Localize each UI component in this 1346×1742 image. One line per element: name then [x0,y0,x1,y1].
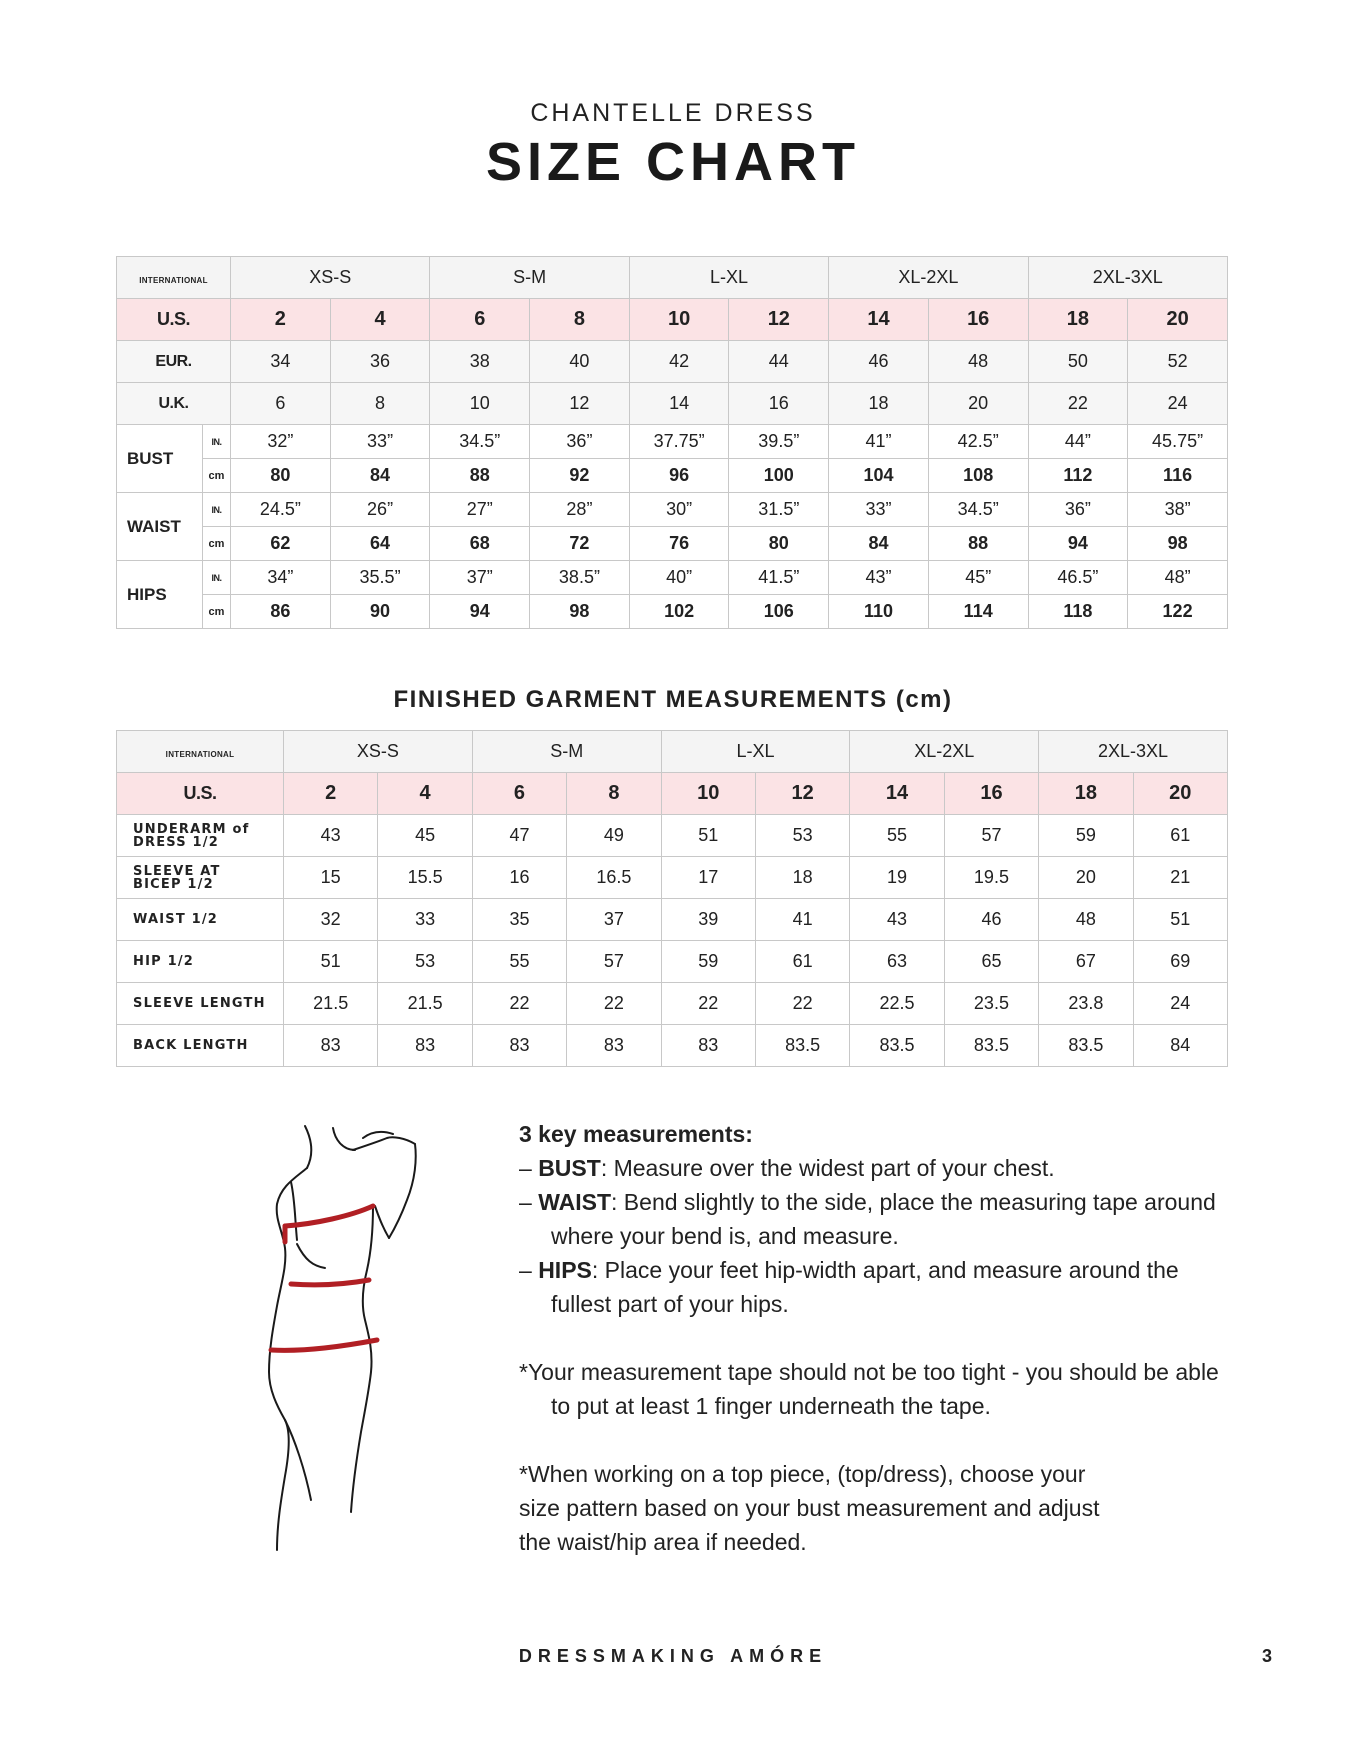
cm-value-cell: 62 [231,527,331,561]
garment-value-cell: 46 [944,899,1038,941]
garment-value-cell: 45 [378,815,472,857]
cm-value-cell: 84 [829,527,929,561]
eur-size-cell: 48 [928,341,1028,383]
us-size-cell: 6 [430,299,530,341]
uk-size-cell: 18 [829,383,929,425]
garment-value-cell: 22.5 [850,983,944,1025]
cm-value-cell: 114 [928,595,1028,629]
cm-value-cell: 84 [330,459,430,493]
unit-in-label: IN. [203,561,231,595]
instruction-bust: – BUST: Measure over the widest part of your chest. [519,1155,1055,1181]
inch-value-cell: 32” [231,425,331,459]
garment-row-label [117,1025,284,1067]
inch-value-cell: 41.5” [729,561,829,595]
garment-value-cell: 53 [755,815,849,857]
garment-intl-size-cell: 2XL-3XL [1039,731,1228,773]
cm-value-cell: 94 [1028,527,1128,561]
garment-us-size-cell: 18 [1039,773,1133,815]
measure-row-in [117,561,1228,595]
garment-row [117,899,1228,941]
garment-value-cell: 67 [1039,941,1133,983]
measure-label: BUST [117,425,203,493]
garment-row-label [117,941,284,983]
inch-value-cell: 38” [1128,493,1228,527]
garment-value-cell: 22 [755,983,849,1025]
garment-value-cell: 61 [755,941,849,983]
inch-value-cell: 48” [1128,561,1228,595]
us-size-row [117,299,1228,341]
intl-label: INTERNATIONAL [139,276,208,285]
cm-value-cell: 94 [430,595,530,629]
garment-us-row [117,773,1228,815]
inch-value-cell: 41” [829,425,929,459]
garment-value-cell: 61 [1133,815,1227,857]
waist-measure-line [291,1280,369,1285]
garment-row [117,983,1228,1025]
inch-value-cell: 40” [629,561,729,595]
garment-value-cell: 37 [567,899,661,941]
inch-value-cell: 43” [829,561,929,595]
garment-value-cell: 23.5 [944,983,1038,1025]
uk-size-cell: 12 [530,383,630,425]
inch-value-cell: 42.5” [928,425,1028,459]
garment-intl-size-cell: XL-2XL [850,731,1039,773]
measure-label: WAIST [117,493,203,561]
cm-value-cell: 122 [1128,595,1228,629]
garment-value-cell: 83.5 [850,1025,944,1067]
inch-value-cell: 37.75” [629,425,729,459]
garment-label-line1: SLEEVE AT [133,863,221,879]
garment-row-label [117,815,284,857]
garment-value-cell: 22 [472,983,566,1025]
garment-value-cell: 65 [944,941,1038,983]
measure-row-in [117,493,1228,527]
inch-value-cell: 24.5” [231,493,331,527]
garment-value-cell: 49 [567,815,661,857]
us-size-cell: 8 [530,299,630,341]
us-size-cell: 20 [1128,299,1228,341]
cm-value-cell: 108 [928,459,1028,493]
garment-value-cell: 84 [1133,1025,1227,1067]
inch-value-cell: 33” [829,493,929,527]
garment-value-cell: 57 [567,941,661,983]
garment-row-label [117,857,284,899]
inch-value-cell: 34.5” [928,493,1028,527]
garment-value-cell: 69 [1133,941,1227,983]
page-title: SIZE CHART [486,132,860,192]
unit-cm-label: cm [203,459,231,493]
cm-value-cell: 100 [729,459,829,493]
top-piece-note: *When working on a top piece, (top/dress), choose your size pattern based on your bust measurement and adjust the waist/hip area if needed. [519,1461,1100,1555]
garment-value-cell: 24 [1133,983,1227,1025]
inch-value-cell: 46.5” [1028,561,1128,595]
inch-value-cell: 45.75” [1128,425,1228,459]
intl-label-cell [117,257,231,299]
uk-size-row [117,383,1228,425]
inch-value-cell: 26” [330,493,430,527]
cm-value-cell: 90 [330,595,430,629]
inch-value-cell: 33” [330,425,430,459]
garment-value-cell: 47 [472,815,566,857]
garment-value-cell: 83.5 [1039,1025,1133,1067]
garment-value-cell: 83 [284,1025,378,1067]
garment-label-line1: UNDERARM of [133,821,250,837]
cm-value-cell: 86 [231,595,331,629]
garment-label-line1: SLEEVE LENGTH [133,996,266,1011]
garment-value-cell: 16.5 [567,857,661,899]
garment-value-cell: 18 [755,857,849,899]
garment-row-label [117,983,284,1025]
unit-in-label: IN. [203,425,231,459]
garment-row [117,1025,1228,1067]
garment-measurements-table [116,730,1228,1067]
unit-cm-label: cm [203,527,231,561]
page-number: 3 [1262,1646,1273,1666]
cm-value-cell: 88 [928,527,1028,561]
eur-size-cell: 38 [430,341,530,383]
us-size-cell: 12 [729,299,829,341]
garment-label-line2: BICEP 1/2 [133,876,214,892]
garment-value-cell: 83 [567,1025,661,1067]
garment-value-cell: 35 [472,899,566,941]
instruction-waist: – WAIST: Bend slightly to the side, place the measuring tape around where your bend is, and measure. [519,1189,1216,1249]
garment-value-cell: 41 [755,899,849,941]
tape-note: *Your measurement tape should not be too tight - you should be able to put at least 1 finger underneath the tape. [519,1359,1219,1419]
garment-value-cell: 20 [1039,857,1133,899]
garment-value-cell: 21.5 [378,983,472,1025]
garment-us-size-cell: 20 [1133,773,1227,815]
eur-size-cell: 36 [330,341,430,383]
garment-intl-size-cell: XS-S [284,731,473,773]
page-header [0,98,1346,192]
instruction-hips: – HIPS: Place your feet hip-width apart, and measure around the fullest part of your hips. [519,1257,1179,1317]
inch-value-cell: 37” [430,561,530,595]
measurement-instructions [519,1117,1239,1559]
inch-value-cell: 36” [1028,493,1128,527]
garment-value-cell: 19.5 [944,857,1038,899]
cm-value-cell: 98 [530,595,630,629]
garment-value-cell: 59 [1039,815,1133,857]
garment-value-cell: 15.5 [378,857,472,899]
measure-label: HIPS [117,561,203,629]
garment-row [117,857,1228,899]
eur-size-row [117,341,1228,383]
inch-value-cell: 31.5” [729,493,829,527]
size-chart-table [116,256,1228,629]
uk-size-cell: 22 [1028,383,1128,425]
garment-intl-size-cell: L-XL [661,731,850,773]
garment-value-cell: 59 [661,941,755,983]
cm-value-cell: 118 [1028,595,1128,629]
garment-value-cell: 21 [1133,857,1227,899]
eur-label: EUR. [117,341,231,383]
inch-value-cell: 38.5” [530,561,630,595]
garment-value-cell: 83 [661,1025,755,1067]
garment-row [117,941,1228,983]
uk-size-cell: 6 [231,383,331,425]
garment-label-line1: BACK LENGTH [133,1038,249,1053]
garment-value-cell: 55 [472,941,566,983]
cm-value-cell: 92 [530,459,630,493]
garment-us-size-cell: 6 [472,773,566,815]
inch-value-cell: 28” [530,493,630,527]
garment-value-cell: 51 [1133,899,1227,941]
hip-measure-line [271,1340,377,1350]
garment-row [117,815,1228,857]
garment-value-cell: 21.5 [284,983,378,1025]
intl-size-cell: XL-2XL [829,257,1028,299]
inch-value-cell: 34.5” [430,425,530,459]
garment-row-label [117,899,284,941]
product-name: CHANTELLE DRESS [530,99,816,127]
garment-us-label: U.S. [117,773,284,815]
cm-value-cell: 96 [629,459,729,493]
garment-value-cell: 33 [378,899,472,941]
garment-value-cell: 55 [850,815,944,857]
cm-value-cell: 68 [430,527,530,561]
garment-intl-size-cell: S-M [472,731,661,773]
garment-value-cell: 83.5 [755,1025,849,1067]
garment-label-line1: WAIST 1/2 [133,912,219,927]
inch-value-cell: 35.5” [330,561,430,595]
brand-footer: DRESSMAKING AMÓRE [518,1646,828,1666]
uk-size-cell: 10 [430,383,530,425]
intl-size-row [117,257,1228,299]
inch-value-cell: 27” [430,493,530,527]
garment-value-cell: 19 [850,857,944,899]
eur-size-cell: 50 [1028,341,1128,383]
cm-value-cell: 110 [829,595,929,629]
garment-intl-row [117,731,1228,773]
garment-value-cell: 57 [944,815,1038,857]
inch-value-cell: 34” [231,561,331,595]
garment-value-cell: 16 [472,857,566,899]
intl-size-cell: S-M [430,257,629,299]
intl-size-cell: XS-S [231,257,430,299]
garment-intl-label: INTERNATIONAL [165,750,235,759]
inch-value-cell: 44” [1028,425,1128,459]
garment-value-cell: 51 [284,941,378,983]
eur-size-cell: 42 [629,341,729,383]
garment-value-cell: 43 [284,815,378,857]
garment-value-cell: 43 [850,899,944,941]
uk-size-cell: 20 [928,383,1028,425]
cm-value-cell: 104 [829,459,929,493]
garment-label-line1: HIP 1/2 [133,954,195,969]
inch-value-cell: 39.5” [729,425,829,459]
garment-intl-label-cell [117,731,284,773]
cm-value-cell: 112 [1028,459,1128,493]
garment-value-cell: 17 [661,857,755,899]
us-size-cell: 16 [928,299,1028,341]
us-label: U.S. [117,299,231,341]
measure-row-cm [117,595,1228,629]
garment-value-cell: 39 [661,899,755,941]
eur-size-cell: 46 [829,341,929,383]
garment-value-cell: 15 [284,857,378,899]
cm-value-cell: 64 [330,527,430,561]
intl-size-cell: 2XL-3XL [1028,257,1227,299]
cm-value-cell: 116 [1128,459,1228,493]
cm-value-cell: 106 [729,595,829,629]
cm-value-cell: 98 [1128,527,1228,561]
uk-size-cell: 14 [629,383,729,425]
unit-cm-label: cm [203,595,231,629]
garment-value-cell: 23.8 [1039,983,1133,1025]
garment-value-cell: 83 [378,1025,472,1067]
inch-value-cell: 36” [530,425,630,459]
garment-value-cell: 53 [378,941,472,983]
garment-us-size-cell: 8 [567,773,661,815]
us-size-cell: 10 [629,299,729,341]
measure-row-cm [117,527,1228,561]
garment-us-size-cell: 10 [661,773,755,815]
cm-value-cell: 72 [530,527,630,561]
garment-us-size-cell: 2 [284,773,378,815]
measure-row-in [117,425,1228,459]
cm-value-cell: 80 [729,527,829,561]
cm-value-cell: 102 [629,595,729,629]
eur-size-cell: 52 [1128,341,1228,383]
eur-size-cell: 40 [530,341,630,383]
garment-us-size-cell: 12 [755,773,849,815]
uk-size-cell: 8 [330,383,430,425]
garment-value-cell: 22 [661,983,755,1025]
garment-value-cell: 22 [567,983,661,1025]
garment-us-size-cell: 14 [850,773,944,815]
us-size-cell: 4 [330,299,430,341]
eur-size-cell: 44 [729,341,829,383]
body-measurement-figure-icon [255,1120,445,1560]
garment-us-size-cell: 4 [378,773,472,815]
garment-value-cell: 83 [472,1025,566,1067]
inch-value-cell: 30” [629,493,729,527]
us-size-cell: 18 [1028,299,1128,341]
garment-label-line2: DRESS 1/2 [133,834,219,850]
unit-in-label: IN. [203,493,231,527]
garment-value-cell: 83.5 [944,1025,1038,1067]
garment-value-cell: 63 [850,941,944,983]
intl-size-cell: L-XL [629,257,828,299]
bust-measure-line [285,1206,373,1226]
uk-label: U.K. [117,383,231,425]
uk-size-cell: 16 [729,383,829,425]
instructions-heading: 3 key measurements: [519,1121,753,1147]
us-size-cell: 2 [231,299,331,341]
eur-size-cell: 34 [231,341,331,383]
garment-value-cell: 48 [1039,899,1133,941]
cm-value-cell: 88 [430,459,530,493]
us-size-cell: 14 [829,299,929,341]
measure-row-cm [117,459,1228,493]
cm-value-cell: 76 [629,527,729,561]
cm-value-cell: 80 [231,459,331,493]
inch-value-cell: 45” [928,561,1028,595]
garment-value-cell: 32 [284,899,378,941]
garment-us-size-cell: 16 [944,773,1038,815]
garment-value-cell: 51 [661,815,755,857]
uk-size-cell: 24 [1128,383,1228,425]
garment-section-title: FINISHED GARMENT MEASUREMENTS (cm) [393,686,953,713]
